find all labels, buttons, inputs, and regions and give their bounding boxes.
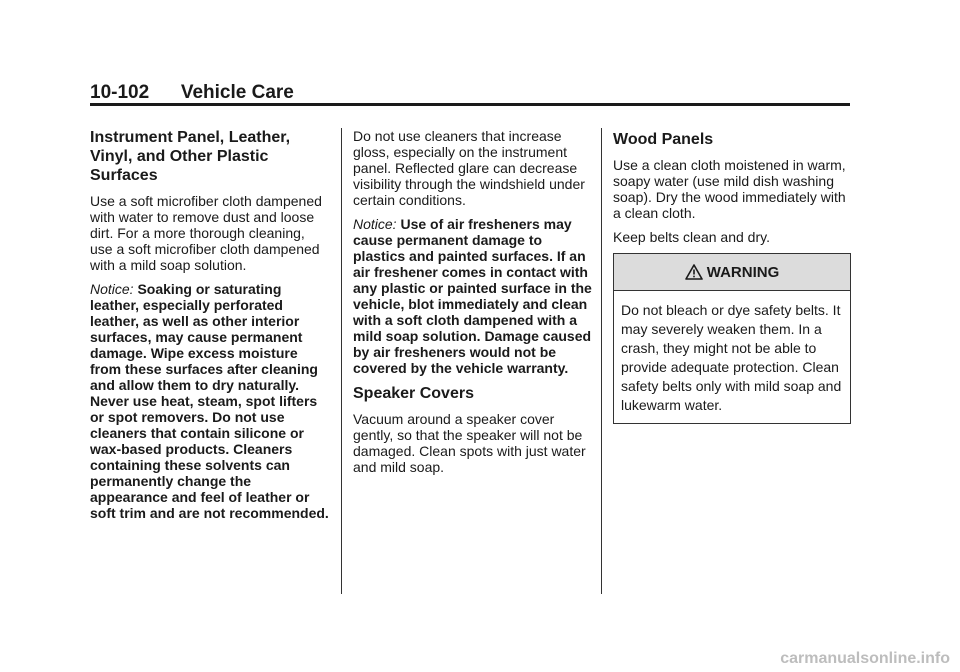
instrument-panel-text: Use a soft microfiber cloth dampened with water to remove dust and loose dirt. For a more thorough cleaning, use a soft microfiber cloth dampened with a mild soap solution.	[90, 193, 322, 273]
column-2	[353, 128, 593, 483]
notice-label: Notice:	[90, 281, 134, 297]
page-number: 10-102	[90, 82, 150, 103]
warning-triangle-icon	[685, 264, 703, 280]
warning-header	[614, 254, 850, 291]
column-divider-1	[341, 128, 342, 594]
notice-text: Use of air fresheners may cause permanent damage to plastics and painted surfaces. If an air freshener comes in contact with any plastic or painted surface in the vehicle, blot immediately and clean with a soft cloth dampened with a mild soap solution. Damage caused by air fresheners would not be covered by the vehicle warranty.	[353, 216, 592, 376]
warning-title: WARNING	[706, 263, 780, 281]
speaker-covers-text: Vacuum around a speaker cover gently, so that the speaker will not be damaged. Clean spots with just water and mild soap.	[353, 411, 586, 475]
warning-box	[613, 253, 851, 424]
belts-text: Keep belts clean and dry.	[613, 229, 770, 245]
column-1	[90, 128, 330, 529]
section-title: Vehicle Care	[180, 82, 294, 103]
wood-panels-heading: Wood Panels	[613, 131, 714, 148]
column-3	[613, 130, 851, 424]
column-divider-2	[601, 128, 602, 594]
instrument-panel-heading: Instrument Panel, Leather, Vinyl, and Other Plastic Surfaces	[90, 129, 291, 184]
warning-text: Do not bleach or dye safety belts. It may severely weaken them. In a crash, they might not be able to provide adequate protection. Clean safety belts only with mild soap and lukewarm water.	[621, 302, 842, 413]
wood-panels-text: Use a clean cloth moistened in warm, soapy water (use mild dish washing soap). Dry the wood immediately with a clean cloth.	[613, 157, 846, 221]
notice-1	[90, 281, 330, 521]
watermark: carmanualsonline.info	[780, 650, 950, 667]
notice-text: Soaking or saturating leather, especially perforated leather, as well as other interior surfaces, may cause permanent damage. Wipe excess moisture from these surfaces after cleaning and allow them to dry naturally. Never use heat, steam, spot lifters or spot removers. Do not use cleaners that contain silicone or wax-based products. Cleaners containing these solvents can permanently change the appearance and feel of leather or soft trim and are not recommended.	[90, 281, 329, 521]
header-rule	[90, 103, 850, 106]
notice-2	[353, 216, 593, 376]
notice-label: Notice:	[353, 216, 397, 232]
speaker-covers-heading: Speaker Covers	[353, 385, 474, 402]
header-spacer	[149, 82, 181, 103]
gloss-cleaner-text: Do not use cleaners that increase gloss, especially on the instrument panel. Reflected glare can decrease visibility through the windshield under certain conditions.	[353, 128, 585, 208]
